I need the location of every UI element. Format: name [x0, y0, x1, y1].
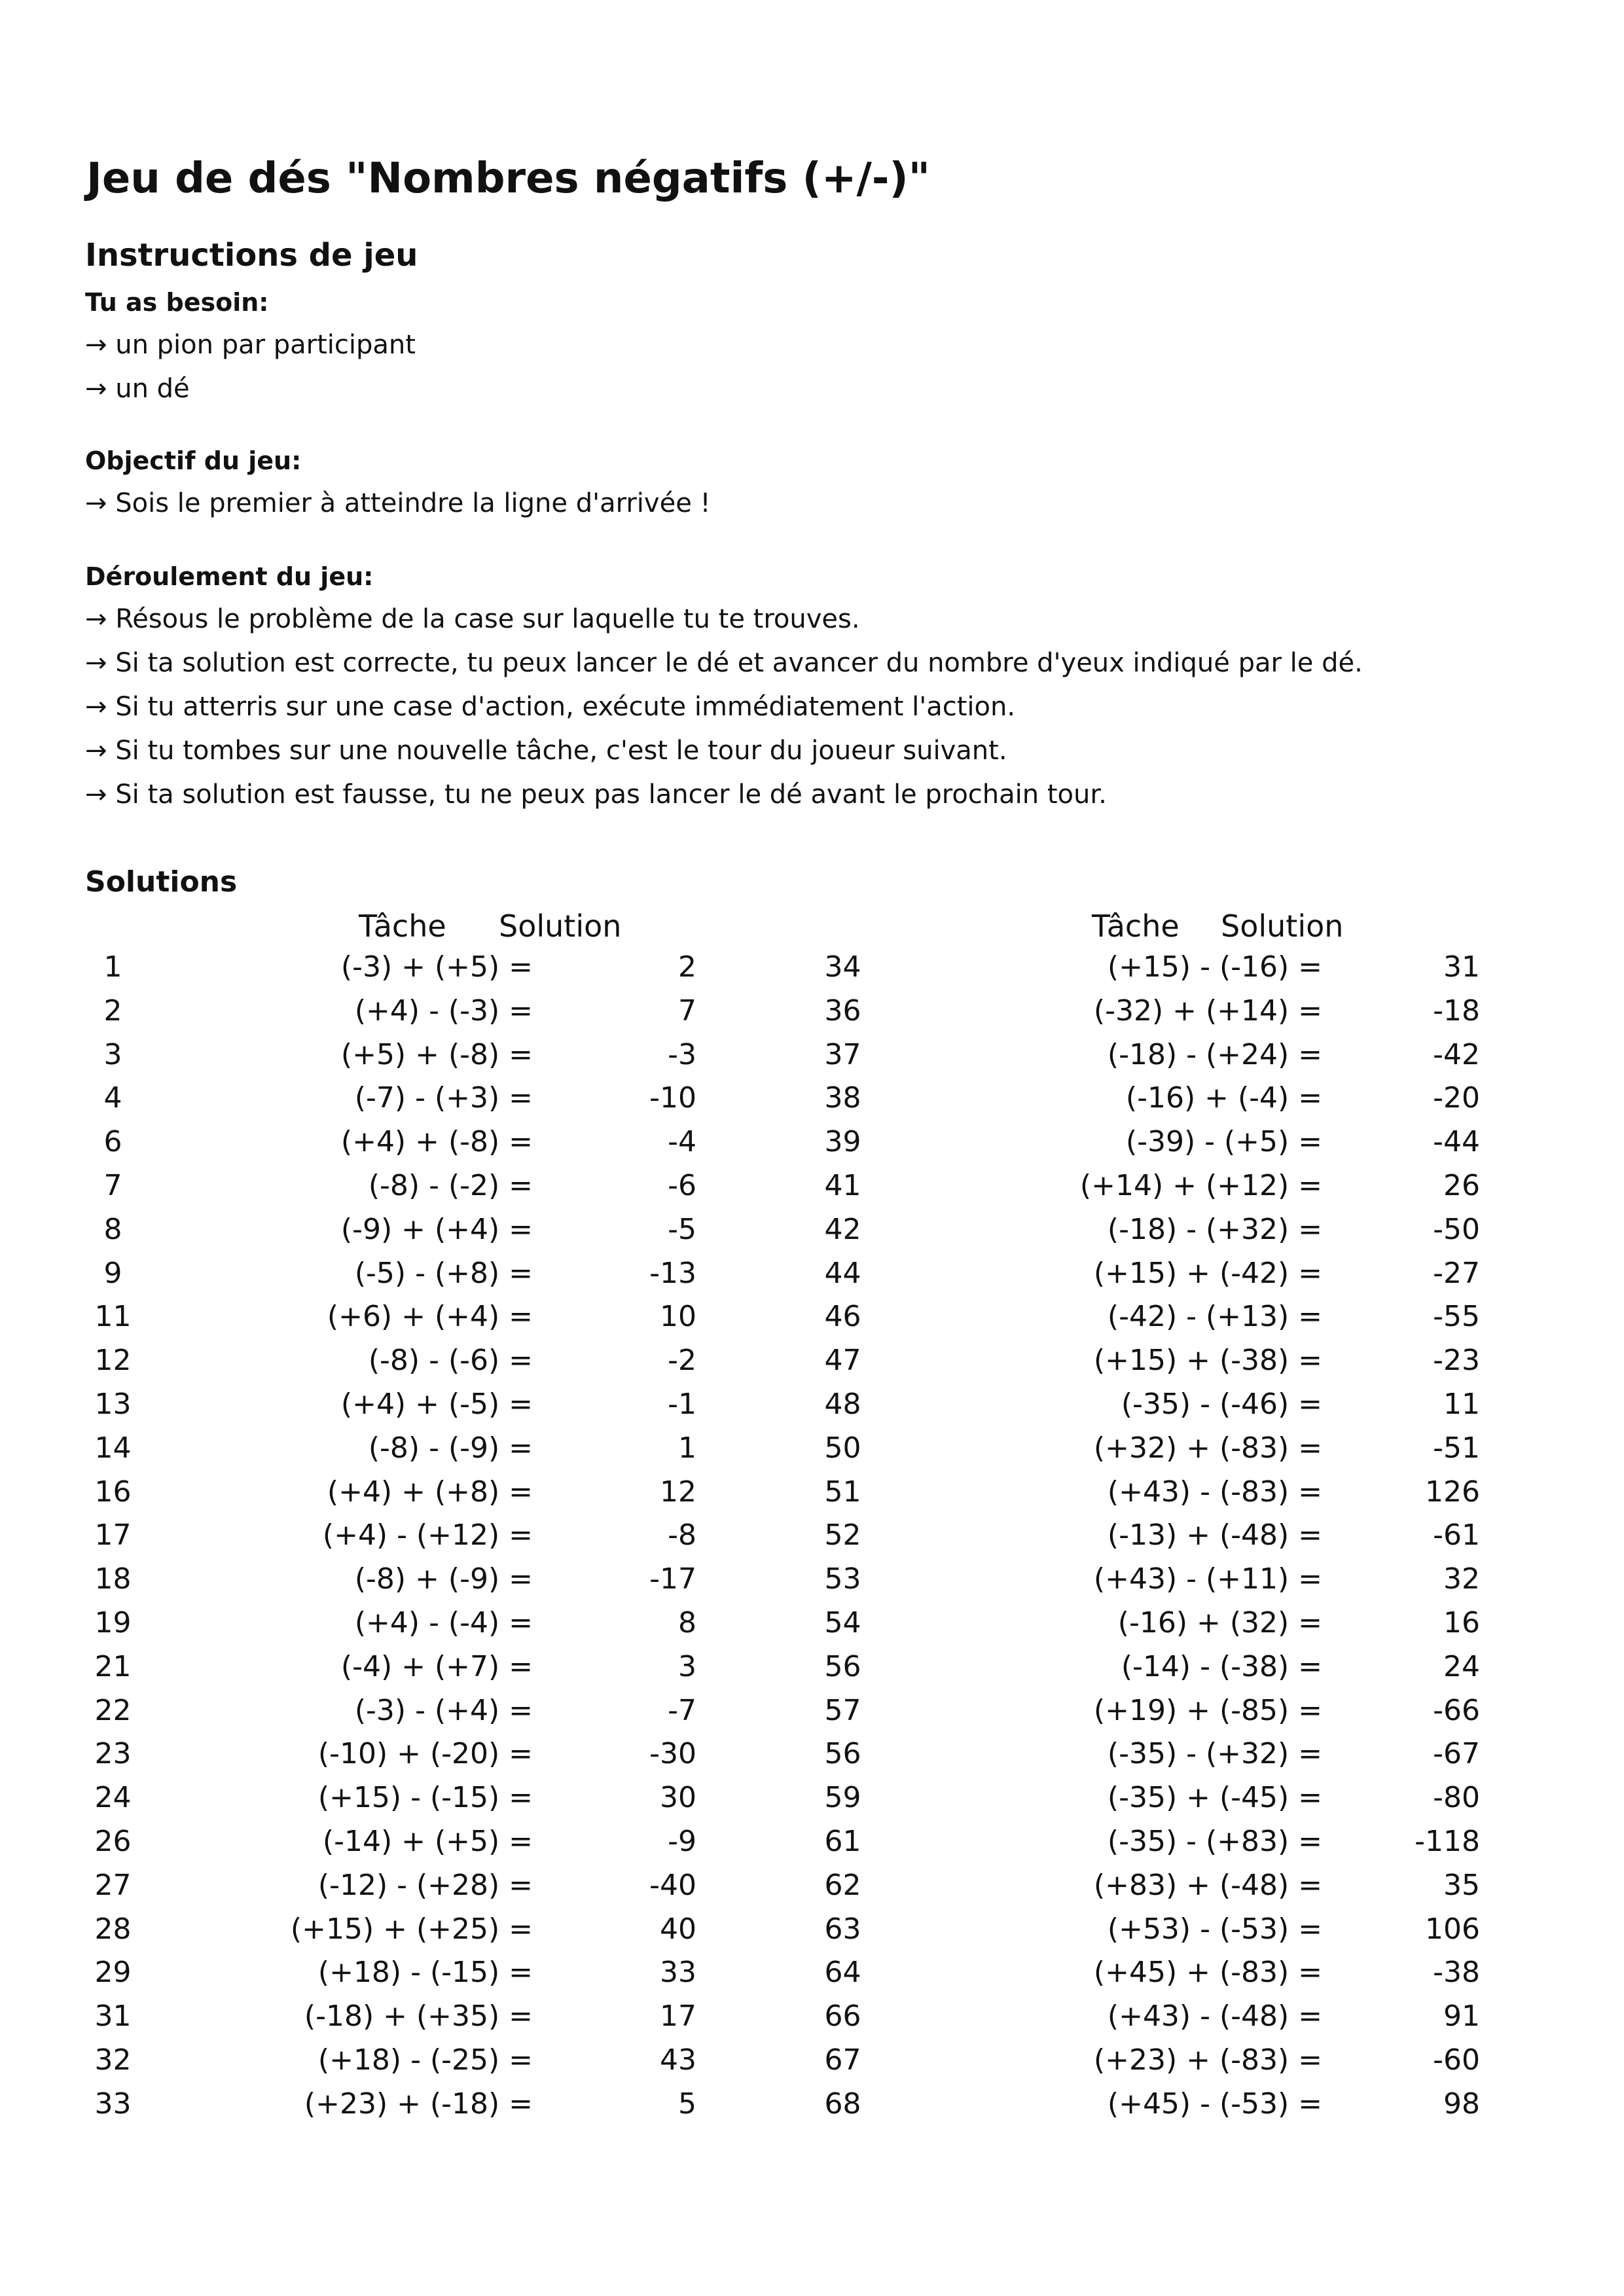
task-number: 62 [824, 1868, 861, 1902]
task-expression: (+32) + (-83) = [1093, 1431, 1322, 1465]
table-row [85, 1825, 740, 1869]
task-expression: (-35) - (+83) = [1107, 1824, 1322, 1858]
task-solution: 91 [1443, 2000, 1480, 2034]
task-solution: -44 [1433, 1125, 1480, 1159]
task-expression: (-10) + (-20) = [317, 1737, 533, 1771]
table-row [815, 1300, 1480, 1344]
process-item: → Si tu tombes sur une nouvelle tâche, c'est le tour du joueur suivant. [85, 736, 1007, 766]
task-number: 46 [824, 1300, 861, 1334]
task-number: 16 [94, 1475, 132, 1509]
task-expression: (+15) - (-16) = [1107, 950, 1322, 984]
task-solution: 26 [1443, 1168, 1480, 1202]
table-row [815, 950, 1480, 994]
task-solution: -42 [1433, 1037, 1480, 1071]
task-solution: 3 [678, 1649, 696, 1683]
task-number: 26 [94, 1824, 132, 1858]
task-number: 28 [94, 1912, 132, 1946]
task-number: 18 [94, 1562, 132, 1596]
task-number: 34 [824, 950, 861, 984]
task-number: 4 [103, 1081, 122, 1115]
task-number: 56 [824, 1649, 861, 1683]
task-expression: (+5) + (-8) = [340, 1037, 533, 1071]
task-expression: (+18) - (-15) = [317, 1956, 533, 1990]
task-solution: -23 [1433, 1344, 1480, 1378]
task-expression: (-14) - (-38) = [1121, 1649, 1322, 1683]
table-row [85, 1169, 740, 1213]
task-solution: -55 [1433, 1300, 1480, 1334]
task-expression: (-18) - (+32) = [1107, 1212, 1322, 1246]
page-title: Jeu de dés "Nombres négatifs (+/-)" [86, 154, 930, 203]
task-number: 44 [824, 1256, 861, 1290]
task-solution: 12 [660, 1475, 696, 1509]
task-solution: 10 [660, 1300, 696, 1334]
task-solution: -7 [668, 1693, 696, 1727]
task-solution: 106 [1425, 1912, 1480, 1946]
table-row [815, 2043, 1480, 2087]
task-number: 53 [824, 1562, 861, 1596]
task-expression: (-18) - (+24) = [1107, 1037, 1322, 1071]
task-number: 3 [103, 1037, 122, 1071]
table-row [85, 1518, 740, 1562]
table-row [85, 994, 740, 1038]
task-expression: (+43) - (-83) = [1107, 1475, 1322, 1509]
task-number: 1 [103, 950, 122, 984]
process-item: → Résous le problème de la case sur laquelle tu te trouves. [85, 604, 860, 634]
task-expression: (+83) + (-48) = [1093, 1868, 1322, 1902]
table-row [85, 1606, 740, 1650]
table-row [85, 1956, 740, 2000]
task-number: 51 [824, 1475, 861, 1509]
task-expression: (-3) - (+4) = [354, 1693, 533, 1727]
task-solution: -118 [1415, 1824, 1480, 1858]
task-expression: (-42) - (+13) = [1107, 1300, 1322, 1334]
table-row [815, 2000, 1480, 2043]
task-solution: 8 [678, 1605, 696, 1640]
task-expression: (+18) - (-25) = [317, 2043, 533, 2077]
task-expression: (-32) + (+14) = [1093, 994, 1322, 1028]
task-expression: (-13) + (-48) = [1107, 1518, 1322, 1552]
task-expression: (-35) + (-45) = [1107, 1781, 1322, 1815]
task-expression: (+4) + (-8) = [340, 1125, 533, 1159]
task-number: 36 [824, 994, 861, 1028]
task-expression: (+53) - (-53) = [1107, 1912, 1322, 1946]
task-number: 54 [824, 1605, 861, 1640]
task-number: 6 [103, 1125, 122, 1159]
needs-item: → un pion par participant [85, 330, 416, 360]
task-number: 24 [94, 1781, 132, 1815]
table-row [815, 1562, 1480, 1606]
table-row [85, 1694, 740, 1738]
task-expression: (-9) + (+4) = [340, 1212, 533, 1246]
table-row [85, 2043, 740, 2087]
task-solution: -1 [668, 1387, 696, 1421]
table-row [815, 1912, 1480, 1956]
table-row [815, 1344, 1480, 1388]
solutions-heading: Solutions [85, 865, 238, 899]
task-solution: -61 [1433, 1518, 1480, 1552]
task-solution: 31 [1443, 950, 1480, 984]
task-number: 68 [824, 2087, 861, 2121]
table-row [815, 1824, 1480, 1869]
task-solution: -60 [1433, 2043, 1480, 2077]
task-solution: -13 [649, 1256, 696, 1290]
task-number: 37 [824, 1037, 861, 1071]
table-row [815, 1256, 1480, 1300]
task-expression: (+4) - (-3) = [354, 994, 533, 1028]
table-row [815, 1475, 1480, 1519]
column-header-solution: Solution [1221, 908, 1344, 944]
task-number: 11 [94, 1300, 132, 1334]
task-solution: 32 [1443, 1562, 1480, 1596]
task-expression: (-5) - (+8) = [354, 1256, 533, 1290]
task-solution: -3 [668, 1037, 696, 1071]
task-number: 9 [103, 1256, 122, 1290]
task-solution: -5 [668, 1212, 696, 1246]
task-number: 47 [824, 1344, 861, 1378]
task-expression: (+15) + (+25) = [290, 1912, 533, 1946]
task-number: 57 [824, 1693, 861, 1727]
goal-heading: Objectif du jeu: [85, 446, 302, 475]
task-solution: 30 [660, 1781, 696, 1815]
task-expression: (-16) + (-4) = [1125, 1081, 1322, 1115]
task-number: 32 [94, 2043, 132, 2077]
task-solution: 16 [1443, 1605, 1480, 1640]
task-solution: 1 [678, 1431, 696, 1465]
task-solution: -67 [1433, 1737, 1480, 1771]
task-number: 29 [94, 1956, 132, 1990]
solutions-table-right [815, 908, 1480, 2152]
task-solution: -2 [668, 1344, 696, 1378]
needs-heading: Tu as besoin: [85, 288, 269, 317]
table-row [85, 1912, 740, 1956]
table-row [85, 1781, 740, 1825]
task-expression: (-8) - (-9) = [368, 1431, 533, 1465]
task-number: 61 [824, 1824, 861, 1858]
task-solution: -6 [668, 1168, 696, 1202]
task-expression: (-7) - (+3) = [354, 1081, 533, 1115]
table-row [85, 1650, 740, 1694]
task-solution: 17 [660, 2000, 696, 2034]
task-number: 12 [94, 1344, 132, 1378]
task-number: 41 [824, 1168, 861, 1202]
table-row [85, 2087, 740, 2131]
task-number: 56 [824, 1737, 861, 1771]
table-row [815, 1605, 1480, 1650]
task-solution: 11 [1443, 1387, 1480, 1421]
task-expression: (+4) + (-5) = [340, 1387, 533, 1421]
task-solution: 98 [1443, 2087, 1480, 2121]
task-solution: -30 [649, 1737, 696, 1771]
table-row [85, 1081, 740, 1125]
task-solution: -10 [649, 1081, 696, 1115]
task-number: 22 [94, 1693, 132, 1727]
task-expression: (+45) - (-53) = [1107, 2087, 1322, 2121]
table-row [815, 1125, 1480, 1169]
task-expression: (-12) - (+28) = [317, 1868, 533, 1902]
table-row [815, 1868, 1480, 1912]
task-expression: (-14) + (+5) = [322, 1824, 533, 1858]
task-number: 21 [94, 1649, 132, 1683]
task-expression: (+45) + (-83) = [1093, 1956, 1322, 1990]
task-expression: (+15) - (-15) = [317, 1781, 533, 1815]
table-row [85, 2000, 740, 2043]
table-row [815, 1431, 1480, 1475]
task-solution: -51 [1433, 1431, 1480, 1465]
task-number: 2 [103, 994, 122, 1028]
table-row [815, 1781, 1480, 1825]
process-item: → Si ta solution est fausse, tu ne peux pas lancer le dé avant le prochain tour. [85, 780, 1107, 810]
table-row [815, 1693, 1480, 1738]
process-item: → Si ta solution est correcte, tu peux lancer le dé et avancer du nombre d'yeux indiqué par le dé. [85, 648, 1363, 678]
task-expression: (+4) + (+8) = [327, 1475, 533, 1509]
task-solution: -17 [649, 1562, 696, 1596]
task-number: 39 [824, 1125, 861, 1159]
task-number: 64 [824, 1956, 861, 1990]
task-expression: (+23) + (-18) = [304, 2087, 533, 2121]
task-solution: 33 [660, 1956, 696, 1990]
task-number: 50 [824, 1431, 861, 1465]
task-number: 63 [824, 1912, 861, 1946]
task-number: 48 [824, 1387, 861, 1421]
table-row [85, 1213, 740, 1257]
process-heading: Déroulement du jeu: [85, 562, 374, 591]
table-row [815, 994, 1480, 1038]
table-row [85, 1038, 740, 1082]
task-number: 33 [94, 2087, 132, 2121]
task-solution: 24 [1443, 1649, 1480, 1683]
table-row [815, 1518, 1480, 1562]
task-expression: (+43) - (+11) = [1093, 1562, 1322, 1596]
task-expression: (-35) - (-46) = [1121, 1387, 1322, 1421]
task-expression: (+4) - (-4) = [354, 1605, 533, 1640]
task-expression: (-18) + (+35) = [304, 2000, 533, 2034]
task-solution: -27 [1433, 1256, 1480, 1290]
table-row [815, 1168, 1480, 1213]
task-number: 59 [824, 1781, 861, 1815]
solutions-rows-left [85, 950, 740, 2131]
table-row [815, 1649, 1480, 1694]
table-row [815, 2087, 1480, 2131]
table-row [815, 1387, 1480, 1431]
table-row [85, 1737, 740, 1781]
task-solution: 35 [1443, 1868, 1480, 1902]
solutions-rows-right [815, 950, 1480, 2131]
task-expression: (-39) - (+5) = [1125, 1125, 1322, 1159]
task-number: 17 [94, 1518, 132, 1552]
task-solution: -9 [668, 1824, 696, 1858]
table-row [815, 1212, 1480, 1257]
solutions-table-left [85, 908, 740, 2152]
column-header-solution: Solution [499, 908, 622, 944]
table-row [85, 1869, 740, 1912]
task-number: 27 [94, 1868, 132, 1902]
table-row [85, 1300, 740, 1344]
task-solution: 126 [1425, 1475, 1480, 1509]
task-expression: (-35) - (+32) = [1107, 1737, 1322, 1771]
column-header-task: Tâche [1092, 908, 1180, 944]
table-row [815, 1956, 1480, 2000]
process-item: → Si tu atterris sur une case d'action, exécute immédiatement l'action. [85, 692, 1016, 722]
table-row [85, 1125, 740, 1169]
task-expression: (+14) + (+12) = [1079, 1168, 1322, 1202]
task-solution: 2 [678, 950, 696, 984]
table-row [815, 1737, 1480, 1781]
table-row [85, 1431, 740, 1475]
task-solution: -80 [1433, 1781, 1480, 1815]
task-number: 14 [94, 1431, 132, 1465]
task-solution: 7 [678, 994, 696, 1028]
task-number: 8 [103, 1212, 122, 1246]
task-solution: 40 [660, 1912, 696, 1946]
task-number: 7 [103, 1168, 122, 1202]
task-solution: -18 [1433, 994, 1480, 1028]
task-number: 31 [94, 2000, 132, 2034]
task-solution: 5 [678, 2087, 696, 2121]
task-number: 38 [824, 1081, 861, 1115]
task-number: 19 [94, 1605, 132, 1640]
task-expression: (+6) + (+4) = [327, 1300, 533, 1334]
task-expression: (-4) + (+7) = [340, 1649, 533, 1683]
task-solution: 43 [660, 2043, 696, 2077]
task-expression: (+15) + (-42) = [1093, 1256, 1322, 1290]
table-row [815, 1081, 1480, 1125]
task-number: 42 [824, 1212, 861, 1246]
table-row [85, 1475, 740, 1519]
needs-item: → un dé [85, 374, 190, 404]
task-number: 67 [824, 2043, 861, 2077]
task-expression: (+19) + (-85) = [1093, 1693, 1322, 1727]
table-row [85, 1388, 740, 1431]
task-expression: (-3) + (+5) = [340, 950, 533, 984]
task-expression: (+4) - (+12) = [322, 1518, 533, 1552]
task-expression: (+15) + (-38) = [1093, 1344, 1322, 1378]
task-solution: -4 [668, 1125, 696, 1159]
task-number: 13 [94, 1387, 132, 1421]
table-row [815, 1037, 1480, 1082]
task-expression: (-8) + (-9) = [354, 1562, 533, 1596]
column-header-task: Tâche [359, 908, 446, 944]
task-expression: (+43) - (-48) = [1107, 2000, 1322, 2034]
goal-item: → Sois le premier à atteindre la ligne d'arrivée ! [85, 488, 711, 518]
task-number: 23 [94, 1737, 132, 1771]
task-solution: -8 [668, 1518, 696, 1552]
task-expression: (-8) - (-6) = [368, 1344, 533, 1378]
task-solution: -66 [1433, 1693, 1480, 1727]
task-solution: -40 [649, 1868, 696, 1902]
task-solution: -50 [1433, 1212, 1480, 1246]
task-solution: -38 [1433, 1956, 1480, 1990]
table-row [85, 950, 740, 994]
task-expression: (-16) + (32) = [1117, 1605, 1322, 1640]
task-solution: -20 [1433, 1081, 1480, 1115]
task-expression: (-8) - (-2) = [368, 1168, 533, 1202]
instructions-heading: Instructions de jeu [85, 237, 418, 274]
task-number: 66 [824, 2000, 861, 2034]
table-row [85, 1344, 740, 1388]
table-row [85, 1562, 740, 1606]
table-row [85, 1257, 740, 1300]
task-expression: (+23) + (-83) = [1093, 2043, 1322, 2077]
task-number: 52 [824, 1518, 861, 1552]
